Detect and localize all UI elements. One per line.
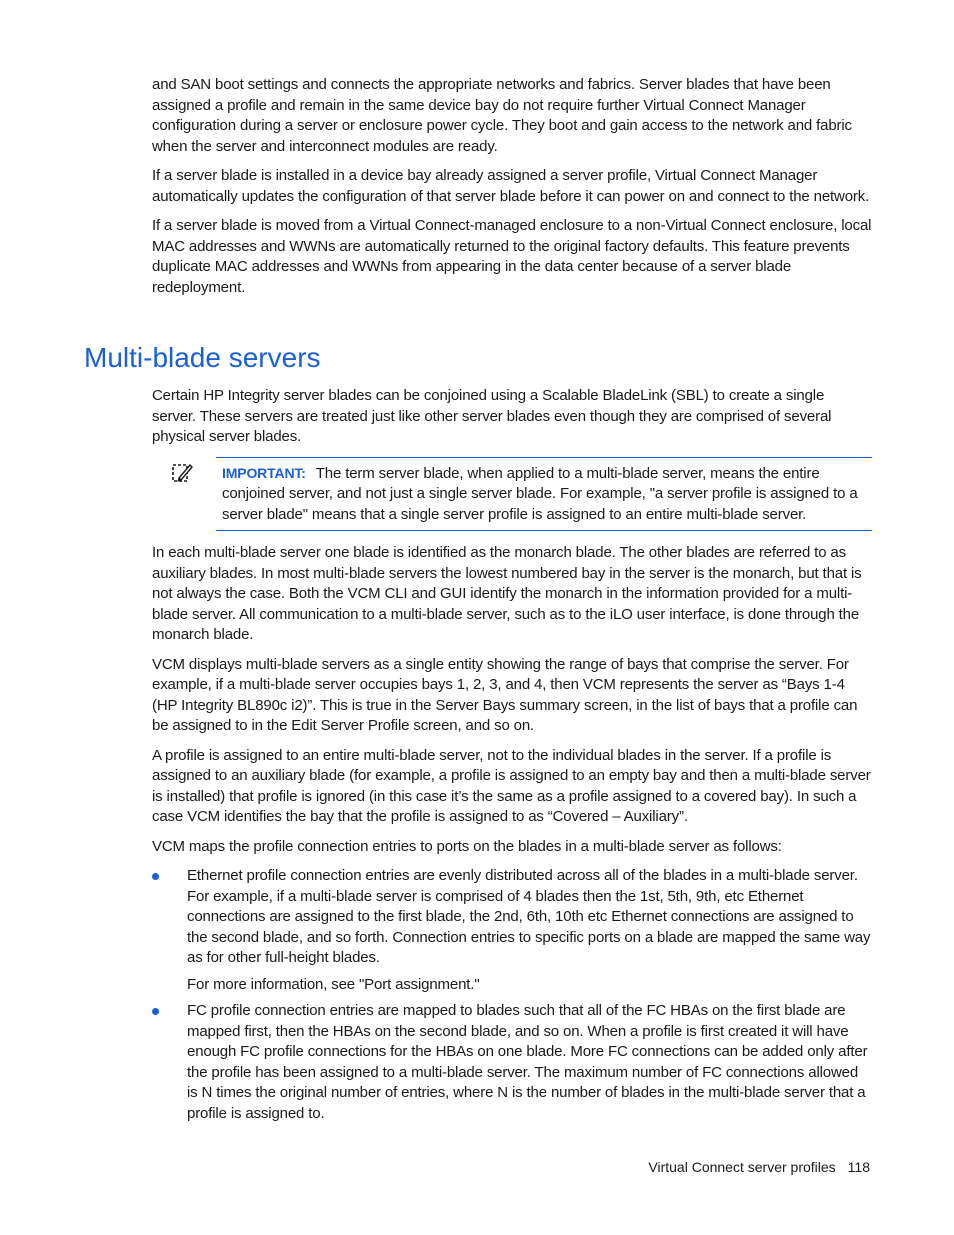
list-item (152, 1001, 872, 1124)
important-label: IMPORTANT: (222, 464, 306, 481)
section-body (152, 386, 872, 1130)
body-paragraph: VCM maps the profile connection entries to ports on the blades in a multi-blade server as follows: (152, 837, 782, 855)
body-paragraph: A profile is assigned to an entire multi-blade server, not to the individual blades in the server. If a profile is assigned to an auxiliary blade (for example, a profile is assigned to an empty bay and then a multi-blade server is installed) that profile is ignored (in this case it’s the same as a profile assigned to a covered bay). In such a case VCM identifies the bay that the profile is assigned to as “Covered – Auxiliary”. (152, 746, 871, 825)
bullet-dot (152, 873, 159, 880)
body-paragraph: In each multi-blade server one blade is identified as the monarch blade. The other blades are referred to as auxiliary blades. In most multi-blade servers the lowest numbered bay in the server is the monarch, but that is not always the case. Both the VCM CLI and GUI identify the monarch in the information provided for a multi-blade server. All communication to a multi-blade server, such as to the iLO user interface, is done through the monarch blade. (152, 544, 862, 643)
intro-paragraph: If a server blade is moved from a Virtual Connect-managed enclosure to a non-Virtual Connect enclosure, local MAC addresses and WWNs are automatically returned to the original factory defaults. This feature prevents duplicate MAC addresses and WWNs from appearing in the data center because of a server blade redeployment. (152, 217, 872, 296)
important-note-icon (170, 461, 194, 485)
mapping-list (152, 866, 872, 1124)
bullet-dot (152, 1008, 159, 1015)
page-footer (648, 1158, 870, 1176)
intro-paragraph: If a server blade is installed in a device bay already assigned a server profile, Virtual Connect Manager automatically updates the configuration of that server blade before it can power on and connect to the network. (152, 167, 870, 205)
footer-chapter: Virtual Connect server profiles (648, 1159, 836, 1175)
intro-paragraph: and SAN boot settings and connects the appropriate networks and fabrics. Server blades that have been assigned a profile and remain in the same device bay do not require further Virtual Connect Manager configuration during a server or enclosure power cycle. They boot and gain access to the network and fabric when the server and interconnect modules are ready. (152, 76, 852, 155)
body-paragraph: VCM displays multi-blade servers as a single entity showing the range of bays that comprise the server. For example, if a multi-blade server occupies bays 1, 2, 3, and 4, then VCM represents the server as “Bays 1-4 (HP Integrity BL890c i2)”. This is true in the Server Bays summary screen, in the list of bays that a profile can be assigned to in the Edit Server Profile screen, and so on. (152, 655, 858, 734)
section-lead: Certain HP Integrity server blades can be conjoined using a Scalable BladeLink (SBL) to create a single server. These servers are treated just like other server blades even though they are comprised of several physical server blades. (152, 387, 832, 445)
section-title: Multi-blade servers (84, 342, 321, 373)
intro-section (152, 75, 872, 307)
list-item-note: For more information, see "Port assignment." (187, 975, 480, 993)
page-number: 118 (847, 1159, 870, 1175)
list-item (152, 866, 872, 995)
list-item-text: Ethernet profile connection entries are evenly distributed across all of the blades in a multi-blade server. For example, if a multi-blade server is comprised of 4 blades then the 1st, 5th, 9th, etc Ethernet connections are assigned to the first blade, the 2nd, 6th, 10th etc Ethernet connections are assigned to the second blade, and so forth. Connection entries to specific ports on a blade are mapped the same way as for other full-height blades. (187, 867, 871, 966)
list-item-text: FC profile connection entries are mapped to blades such that all of the FC HBAs on the first blade are mapped first, then the HBAs on the second blade, and so on. When a profile is first created it will have enough FC profile connections for the HBAs on one blade. More FC connections can be added only after the profile has been assigned to a multi-blade server. The maximum number of FC connections allowed is N times the original number of entries, where N is the number of blades in the multi-blade server that a profile is assigned to. (187, 1002, 868, 1122)
important-note (216, 457, 872, 532)
important-text: The term server blade, when applied to a multi-blade server, means the entire conjoined server, and not just a single server blade. For example, "a server profile is assigned to a server blade" means that a single server profile is assigned to an entire multi-blade server. (222, 464, 858, 523)
